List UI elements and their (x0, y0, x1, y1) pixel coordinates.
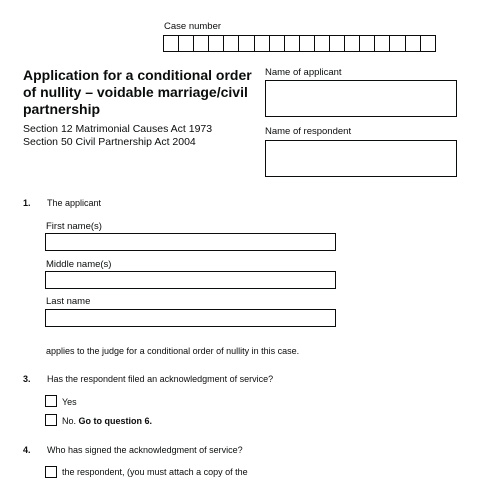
case-number-digit-box[interactable] (238, 35, 254, 52)
question-3-number: 3. (23, 374, 31, 384)
question-1-statement: applies to the judge for a conditional order of nullity in this case. (46, 346, 300, 356)
respondent-name-field[interactable] (265, 140, 457, 177)
question-4-text: Who has signed the acknowledgment of service? (47, 445, 243, 455)
case-number-digit-box[interactable] (314, 35, 330, 52)
applicant-name-field[interactable] (265, 80, 457, 117)
question-1-number: 1. (23, 198, 31, 208)
case-number-digit-box[interactable] (178, 35, 194, 52)
case-number-digit-box[interactable] (269, 35, 285, 52)
case-number-digit-box[interactable] (405, 35, 421, 52)
question-3-text: Has the respondent filed an acknowledgment of service? (47, 374, 274, 384)
no-text: No. (62, 416, 77, 426)
case-number-digit-box[interactable] (344, 35, 360, 52)
no-instruction: Go to question 6. (78, 416, 153, 426)
case-number-digit-box[interactable] (254, 35, 270, 52)
case-number-digit-box[interactable] (193, 35, 209, 52)
case-number-digit-box[interactable] (389, 35, 405, 52)
case-number-digit-box[interactable] (359, 35, 375, 52)
applicant-name-label: Name of applicant (265, 67, 342, 78)
case-number-digit-box[interactable] (420, 35, 436, 52)
first-name-label: First name(s) (46, 221, 102, 232)
form-subtitle (23, 123, 212, 149)
case-number-digit-box[interactable] (299, 35, 315, 52)
yes-label: Yes (62, 397, 77, 407)
case-number-digit-box[interactable] (208, 35, 224, 52)
yes-checkbox[interactable] (45, 395, 57, 407)
respondent-name-label: Name of respondent (265, 126, 352, 137)
no-label (62, 416, 152, 426)
middle-name-field[interactable] (45, 271, 336, 289)
case-number-input[interactable] (163, 35, 435, 52)
subtitle-line-2: Section 50 Civil Partnership Act 2004 (23, 136, 196, 148)
question-4-number: 4. (23, 445, 31, 455)
question-1-text: The applicant (47, 198, 102, 208)
case-number-digit-box[interactable] (163, 35, 179, 52)
case-number-label: Case number (164, 21, 222, 32)
middle-name-label: Middle name(s) (46, 259, 112, 270)
first-name-field[interactable] (45, 233, 336, 251)
last-name-label: Last name (46, 296, 91, 307)
subtitle-line-1: Section 12 Matrimonial Causes Act 1973 (23, 123, 213, 135)
respondent-option-label: the respondent, (you must attach a copy of the (62, 467, 248, 477)
case-number-digit-box[interactable] (374, 35, 390, 52)
no-checkbox[interactable] (45, 414, 57, 426)
last-name-field[interactable] (45, 309, 336, 327)
case-number-digit-box[interactable] (223, 35, 239, 52)
case-number-digit-box[interactable] (329, 35, 345, 52)
case-number-digit-box[interactable] (284, 35, 300, 52)
respondent-checkbox[interactable] (45, 466, 57, 478)
form-title: Application for a conditional order of nullity – voidable marriage/civil partnership (23, 67, 252, 117)
